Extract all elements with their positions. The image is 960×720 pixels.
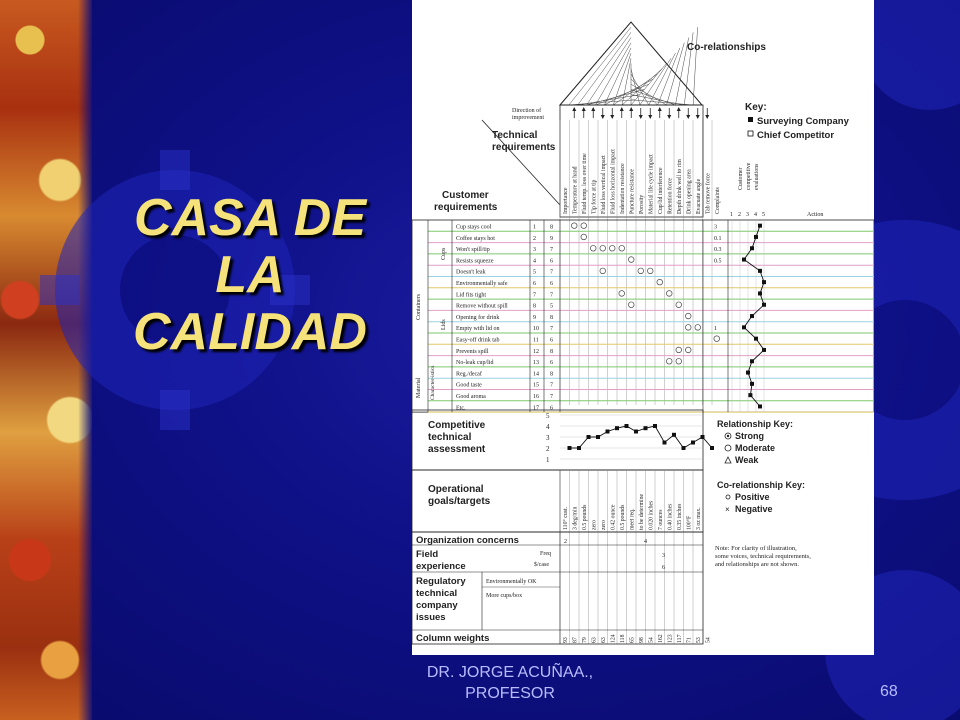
complaints-value: 0.5: [714, 258, 722, 265]
requirement-rank: 8: [533, 303, 536, 310]
operational-target: 3 oz max.: [695, 507, 702, 530]
customer-requirement: Empty with lid on: [456, 326, 500, 333]
relationship-key-item: Moderate: [735, 443, 776, 453]
customer-requirement: Opening for drink: [456, 314, 500, 321]
assessment-scale-tick: 1: [546, 456, 550, 464]
importance-value: 6: [550, 337, 553, 344]
requirement-rank: 10: [533, 326, 539, 333]
regulatory-item: More cups/box: [486, 593, 523, 599]
customer-requirement: Resists squeeze: [456, 258, 494, 265]
requirement-rank: 5: [533, 269, 536, 276]
importance-value: 7: [550, 292, 553, 299]
requirement-rank: 2: [533, 235, 536, 242]
operational-goals: [412, 470, 703, 644]
svg-text:2: 2: [564, 539, 567, 545]
customer-requirement: No-leak cup/lid: [456, 360, 494, 367]
operational-goals-label: Operational: [428, 484, 484, 495]
complaints-value: 0.3: [714, 247, 722, 254]
complaints-value: 3: [714, 224, 717, 231]
importance-value: 6: [550, 405, 553, 412]
assessment-scale-tick: 5: [546, 412, 550, 420]
column-weights-label: Column weights: [416, 633, 490, 644]
operational-target: 0.5 pounds: [581, 504, 588, 530]
operational-target: zero: [600, 520, 607, 530]
title-line: LA: [215, 246, 285, 305]
complaints-value: 0.1: [714, 235, 722, 242]
assessment-scale-tick: 4: [546, 423, 550, 431]
importance-value: 7: [550, 326, 553, 333]
page-number: 68: [880, 683, 898, 700]
eval-scale-tick: 1: [730, 212, 733, 218]
technical-requirements-label: Technical: [492, 130, 538, 141]
footer-author-line: DR. JORGE ACUÑAA.,: [426, 664, 594, 681]
requirement-rank: 16: [533, 394, 539, 400]
regulatory-label: issues: [416, 612, 446, 623]
eval-scale-tick: 4: [754, 212, 757, 218]
evaluation-header-line: evaluations: [754, 163, 760, 190]
column-header: Puncture resistance: [629, 169, 636, 214]
operational-target: zero: [591, 520, 598, 530]
customer-requirement: Cup stays cool: [456, 224, 492, 231]
importance-value: 7: [550, 382, 553, 389]
column-header: Retention force: [667, 178, 674, 214]
column-weight: 123: [667, 634, 674, 643]
operational-goals-label: goals/targets: [428, 496, 491, 507]
co-relationship-key-title: Co-relationship Key:: [717, 480, 806, 490]
column-header: Fluid loss horizontal impact: [610, 149, 617, 214]
column-weight: 54: [648, 637, 655, 643]
importance-value: 8: [550, 224, 553, 231]
roof-title: Co-relationships: [687, 42, 766, 53]
evaluation-header-line: competitive: [746, 162, 752, 190]
column-header: Indentation resistance: [619, 163, 626, 214]
customer-requirement: Won't spill/tip: [456, 247, 490, 254]
svg-text:3: 3: [662, 553, 665, 559]
customer-requirement: Lid fits tight: [456, 292, 486, 299]
relationship-key-title: Relationship Key:: [717, 419, 794, 429]
correlation-roof: [560, 22, 702, 105]
relationship-matrix: [412, 220, 874, 412]
column-header: Depth drink well to rim: [676, 159, 683, 214]
column-weight: 79: [581, 637, 588, 643]
requirement-rank: 12: [533, 348, 539, 355]
column-header: Evacuate angle: [695, 178, 702, 214]
column-header: Cup/lid interference: [657, 167, 664, 214]
title-line: CALIDAD: [133, 303, 367, 362]
technical-requirements-label: requirements: [492, 142, 556, 153]
group-label-material: Material: [416, 377, 422, 398]
direction-arrows: [572, 107, 709, 119]
assessment-label: Competitive: [428, 420, 486, 431]
column-header: Fluid loss vertical impact: [600, 155, 607, 214]
operational-target: 7 ounces: [657, 509, 664, 530]
operational-target: 3 deg/min: [572, 506, 579, 530]
operational-target: to be determine: [638, 493, 645, 530]
column-header: Material life cycle impact: [648, 154, 655, 214]
group-label-characteristics: Character-istics: [430, 365, 436, 400]
importance-value: 7: [550, 394, 553, 400]
column-header: Drink opening area: [686, 169, 693, 214]
requirement-rank: 3: [533, 247, 536, 254]
svg-text:×: ×: [725, 505, 730, 514]
column-header: Complaints: [714, 187, 721, 214]
importance-value: 8: [550, 314, 553, 321]
assessment-scale-tick: 2: [546, 445, 550, 453]
requirement-rank: 6: [533, 281, 536, 287]
regulatory-label: company: [416, 600, 458, 611]
key-legend: [745, 102, 850, 141]
column-weight: 93: [562, 637, 569, 643]
customer-requirement: Easy-off drink tab: [456, 337, 500, 344]
requirement-rank: 17: [533, 405, 539, 412]
freq-label: Freq: [540, 551, 551, 557]
customer-requirement: Good aroma: [456, 394, 486, 400]
column-weight: 162: [657, 634, 664, 643]
requirement-rank: 1: [533, 224, 536, 231]
key-item: Surveying Company: [757, 116, 849, 127]
customer-requirement: Reg./decaf: [456, 371, 482, 378]
column-header: Fluid temp. loss over time: [581, 153, 588, 214]
slide-title: [100, 190, 400, 362]
evaluation-header-line: Customer: [738, 167, 744, 190]
importance-value: 7: [550, 247, 553, 254]
direction-label: improvement: [512, 115, 544, 121]
column-header: Tab remove force: [705, 173, 712, 214]
footer-author-line: PROFESOR: [465, 685, 555, 702]
requirement-rank: 7: [533, 292, 536, 299]
column-weight: 54: [705, 637, 712, 643]
column-header: Tip force at tip: [591, 179, 598, 214]
organization-section: [412, 532, 711, 644]
co-relationship-key-item: Positive: [735, 492, 770, 502]
direction-label: Direction of: [512, 108, 542, 114]
column-weight: 65: [629, 637, 636, 643]
action-label: Action: [807, 212, 824, 218]
operational-target: 110° cust.: [562, 506, 569, 530]
importance-value: 9: [550, 235, 553, 242]
competitive-assessment: [412, 410, 714, 470]
column-header: Porosity: [638, 194, 645, 214]
importance-value: 8: [550, 371, 553, 378]
group-label-containers: Containers: [416, 294, 422, 320]
requirement-rank: 4: [533, 258, 536, 265]
customer-requirement: Etc.: [456, 405, 466, 412]
customer-requirement: Environmentally safe: [456, 281, 508, 287]
co-relationship-key: [717, 480, 805, 514]
importance-value: 6: [550, 281, 553, 287]
column-weight: 98: [638, 637, 645, 643]
operational-target: 0.020 inches: [648, 500, 655, 530]
customer-requirement: Good taste: [456, 382, 482, 389]
requirement-rank: 15: [533, 382, 539, 389]
column-weight: 117: [676, 634, 683, 643]
assessment-scale-tick: 3: [546, 434, 550, 442]
column-header: Importance: [562, 187, 569, 214]
assessment-label: technical: [428, 432, 472, 443]
regulatory-label: Regulatory: [416, 576, 466, 587]
field-experience-label: Field: [416, 549, 439, 560]
importance-value: 7: [550, 269, 553, 276]
column-weight: 118: [619, 634, 626, 643]
importance-value: 6: [550, 258, 553, 265]
organization-concerns-label: Organization concerns: [416, 535, 519, 546]
customer-requirement: Prevents spill: [456, 348, 489, 355]
customer-requirements-label: Customer: [442, 190, 489, 201]
column-headers: [560, 120, 721, 405]
relationship-key: [717, 419, 793, 465]
group-label-lids: Lids: [441, 319, 447, 330]
regulatory-item: Environmentally OK: [486, 579, 537, 585]
requirement-rank: 11: [533, 337, 539, 344]
operational-target: 100°F: [686, 515, 693, 530]
column-weight: 63: [591, 637, 598, 643]
svg-text:4: 4: [644, 539, 647, 545]
field-experience-label: experience: [416, 561, 466, 572]
operational-target: 0.40 inches: [667, 503, 674, 530]
relationship-key-item: Strong: [735, 431, 764, 441]
freq-label: $/case: [534, 562, 549, 568]
column-weight: 63: [600, 637, 607, 643]
title-line: CASA DE: [133, 189, 367, 247]
group-labels: [416, 247, 447, 400]
assessment-label: assessment: [428, 444, 486, 455]
column-weight: 53: [695, 637, 702, 643]
note: [715, 545, 811, 568]
key-item: Chief Competitor: [757, 130, 835, 141]
importance-value: 5: [550, 303, 553, 310]
eval-scale-tick: 2: [738, 212, 741, 218]
customer-requirements-label: requirements: [434, 202, 498, 213]
footer-author: [400, 662, 620, 704]
importance-value: 6: [550, 360, 553, 367]
column-weight: 71: [686, 637, 693, 643]
requirement-rank: 9: [533, 314, 536, 321]
requirement-rank: 14: [533, 371, 539, 378]
operational-target: 0.42 ounce: [610, 504, 617, 530]
relationship-key-item: Weak: [735, 455, 759, 465]
group-label-cups: Cups: [441, 247, 447, 260]
key-title: Key:: [745, 102, 767, 113]
complaints-value: 1: [714, 326, 717, 333]
column-header: Temperature at hand: [572, 166, 579, 214]
customer-requirement: Remove without spill: [456, 303, 508, 310]
requirement-rank: 13: [533, 360, 539, 367]
svg-text:Note: For clarity of illustrat: Note: For clarity of illustration, some voices, technical requirements, and relationships are not shown.: [715, 545, 811, 568]
house-of-quality-diagram: [412, 0, 874, 655]
importance-value: 8: [550, 348, 553, 355]
operational-target: 0.5 pounds: [619, 504, 626, 530]
customer-requirement: Doesn't leak: [456, 269, 486, 276]
co-relationship-key-item: Negative: [735, 504, 773, 514]
operational-target: meet req.: [629, 508, 636, 530]
customer-requirement: Coffee stays hot: [456, 235, 495, 242]
column-weight: 124: [610, 634, 617, 643]
operational-target: 0.35 inches: [676, 503, 683, 530]
eval-scale-tick: 3: [746, 212, 749, 218]
evaluation-header: [730, 162, 765, 218]
regulatory-label: technical: [416, 588, 458, 599]
svg-text:6: 6: [662, 565, 665, 571]
column-weight: 87: [572, 637, 579, 643]
eval-scale-tick: 5: [762, 212, 765, 218]
